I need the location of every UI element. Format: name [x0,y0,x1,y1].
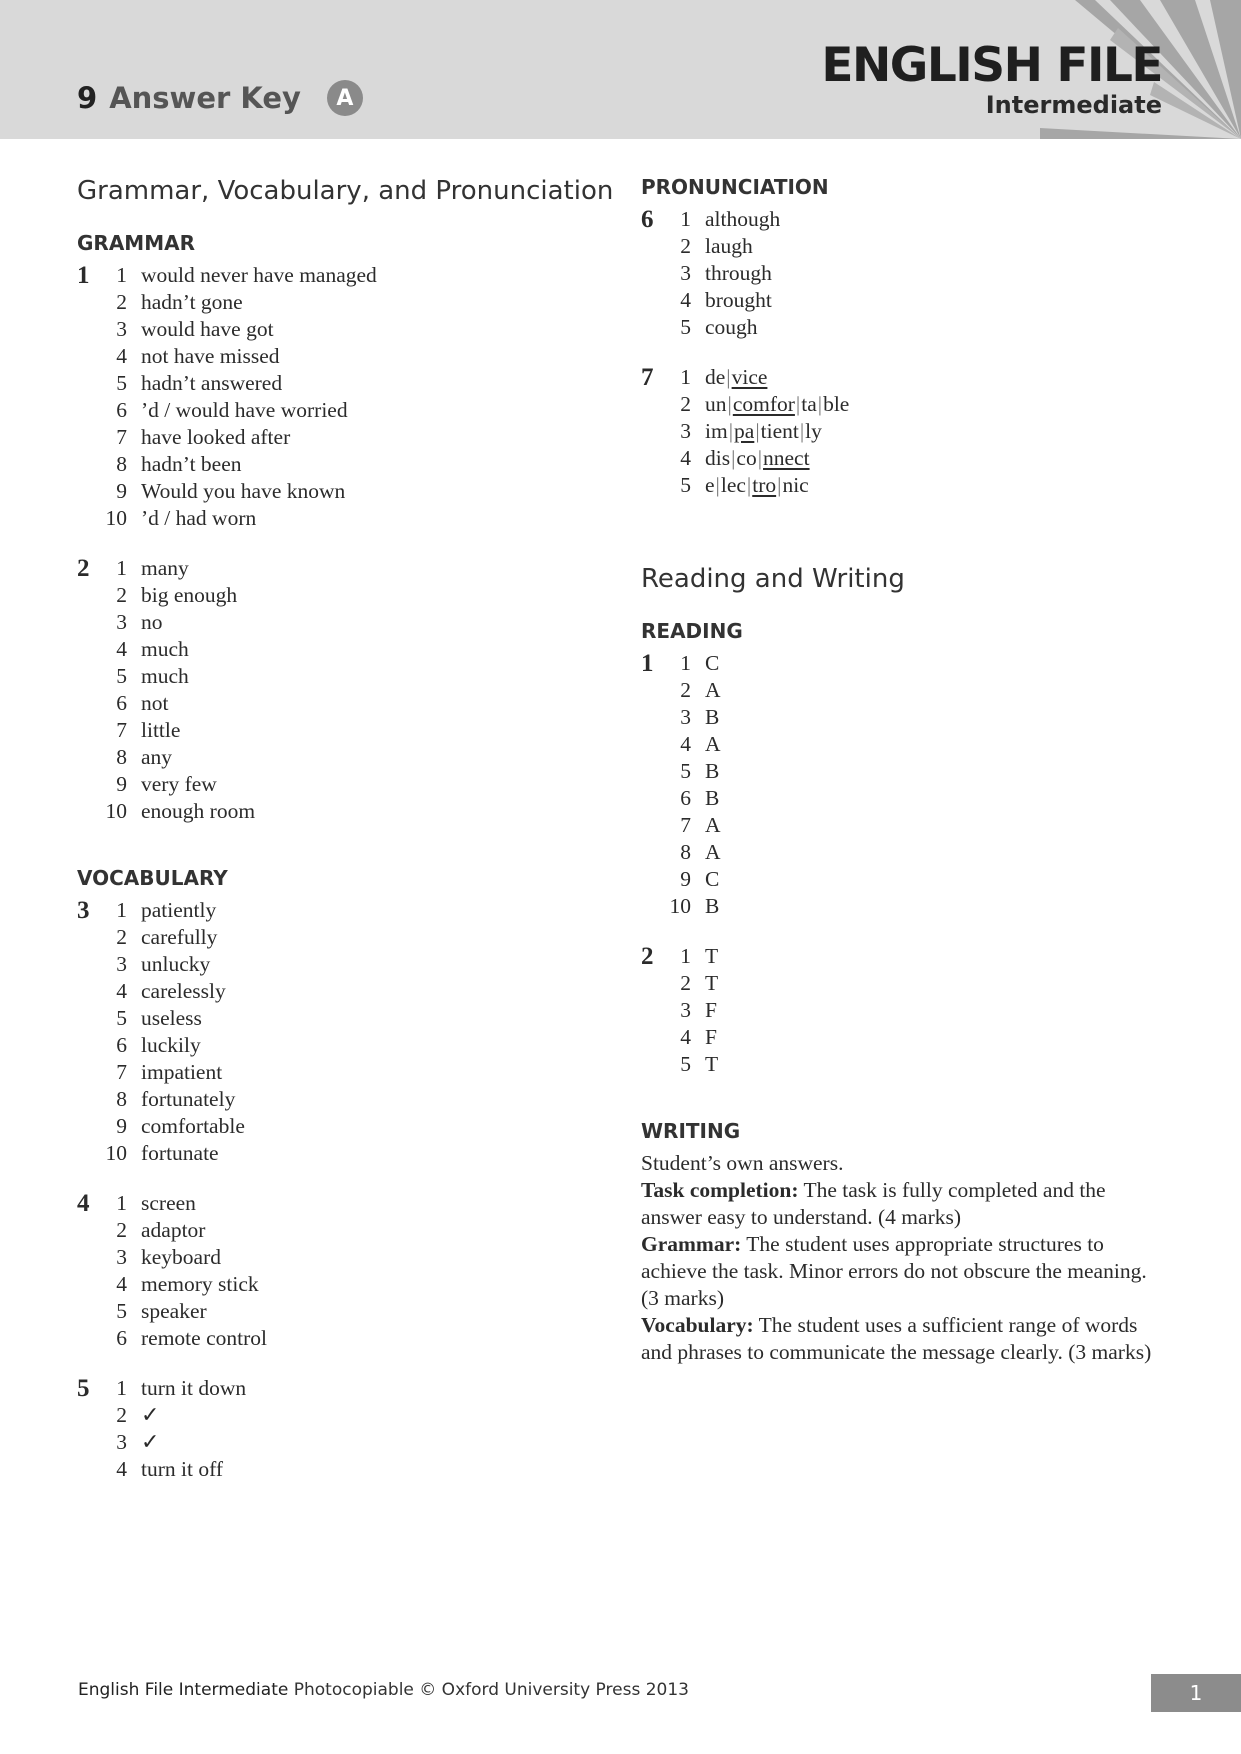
syllable: im [705,419,728,443]
answer-row [102,1429,246,1456]
item-number: 4 [680,732,691,756]
brand-name: ENGLISH FILE [821,38,1162,93]
syllable: co [736,446,757,470]
syllable-word: e|lec|tro|nic [705,473,809,497]
answer-row [102,505,377,532]
answer-row [666,970,718,997]
answer-row [102,951,245,978]
item-number: 7 [116,1060,127,1084]
answer-text: hadn’t answered [141,371,283,395]
item-number: 2 [680,234,691,258]
item-number: 1 [680,651,691,675]
answer-row [102,744,255,771]
item-number: 4 [116,1272,127,1296]
syllable: ble [823,392,850,416]
answer-row [102,978,245,1005]
exercise-number: 3 [77,897,90,924]
answer-text: big enough [141,583,238,607]
page-footer [78,1680,689,1700]
criterion-label: Vocabulary: [641,1313,754,1337]
item-number: 3 [680,705,691,729]
item-number: 10 [105,1141,127,1165]
item-number: 3 [116,610,127,634]
answer-text: any [141,745,173,769]
answer-text: fortunately [141,1087,236,1111]
answer-text: hadn’t gone [141,290,243,314]
answer-text: T [705,1052,719,1076]
answer-text: fortunate [141,1141,219,1165]
answer-row [666,472,849,499]
answer-row [666,260,780,287]
version-badge: A [327,80,363,116]
answer-row [666,677,721,704]
item-number: 2 [680,678,691,702]
exercise-number: 1 [77,262,90,289]
answer-text: memory stick [141,1272,259,1296]
item-number: 1 [680,207,691,231]
item-number: 6 [116,691,127,715]
exercise-items [102,555,255,825]
syllable: lec [720,473,746,497]
answer-text: no [141,610,163,634]
answer-row [666,364,849,391]
answer-row [102,370,377,397]
answer-row [102,397,377,424]
item-number: 6 [116,1033,127,1057]
syllable: dis [705,446,731,470]
item-number: 5 [680,1052,691,1076]
answer-text: T [705,971,719,995]
answer-row [666,1024,718,1051]
answer-text: much [141,637,189,661]
item-number: 1 [116,1191,127,1215]
left-column [77,170,617,1506]
item-number: 8 [116,745,127,769]
item-number: 2 [116,290,127,314]
item-number: 10 [105,506,127,530]
item-number: 4 [116,637,127,661]
answer-text: ’d / would have worried [141,398,348,422]
answer-row [102,771,255,798]
item-number: 10 [669,894,691,918]
answer-text: luckily [141,1033,201,1057]
item-number: 6 [116,1326,127,1350]
item-number: 3 [116,1245,127,1269]
answer-row [102,343,377,370]
answer-text: A [705,678,721,702]
syllable-word: dis|co|nnect [705,446,810,470]
answer-text: ’d / had worn [141,506,257,530]
stressed-syllable: nnect [763,446,810,470]
answer-text: carefully [141,925,218,949]
writing-heading: WRITING [641,1119,741,1143]
item-number: 5 [116,664,127,688]
syllable: ta [801,392,817,416]
answer-text: would never have managed [141,263,377,287]
answer-row [102,451,377,478]
item-number: 2 [680,971,691,995]
item-number: 7 [116,425,127,449]
writing-intro: Student’s own answers. [641,1151,844,1175]
exercise-5 [77,1375,617,1483]
item-number: 4 [680,1025,691,1049]
answer-text: Would you have known [141,479,346,503]
answer-row [102,555,255,582]
answer-text: C [705,867,720,891]
exercise-6 [641,206,1161,341]
stressed-syllable: vice [731,365,768,389]
reading-heading: READING [641,619,743,643]
answer-text: useless [141,1006,202,1030]
answer-text: B [705,759,720,783]
item-number: 1 [116,898,127,922]
answer-text: cough [705,315,758,339]
item-number: 1 [116,1376,127,1400]
syllable-word: im|pa|tient|ly [705,419,822,443]
checkmark-icon: ✓ [141,1403,160,1428]
answer-text: speaker [141,1299,207,1323]
answer-text: screen [141,1191,196,1215]
item-number: 4 [116,344,127,368]
answer-row [666,1051,718,1078]
answer-text: carelessly [141,979,226,1003]
answer-row [666,206,780,233]
page-number: 1 [1151,1674,1241,1712]
answer-row [102,1402,246,1429]
answer-text: adaptor [141,1218,206,1242]
answer-row [102,582,255,609]
exercise-items [102,897,245,1167]
answer-text: have looked after [141,425,291,449]
item-number: 9 [680,867,691,891]
item-number: 5 [680,315,691,339]
exercise-7 [641,364,1161,499]
footer-copyright: Photocopiable © Oxford University Press 2013 [288,1680,689,1700]
item-number: 5 [116,1299,127,1323]
answer-text: B [705,894,720,918]
answer-row [102,262,377,289]
answer-text: A [705,840,721,864]
item-number: 4 [680,446,691,470]
answer-row [666,812,721,839]
exercise-items [102,1375,246,1483]
answer-text: hadn’t been [141,452,242,476]
item-number: 1 [116,263,127,287]
answer-row [102,1032,245,1059]
answer-text: unlucky [141,952,211,976]
exercise-number: 7 [641,364,654,391]
exercise-items [666,650,721,920]
syllable-word: un|comfor|ta|ble [705,392,850,416]
exercise-number: 5 [77,1375,90,1402]
answer-text: B [705,705,720,729]
item-number: 6 [116,398,127,422]
answer-text: through [705,261,772,285]
criterion-grammar [641,1231,1161,1312]
item-number: 3 [116,317,127,341]
item-number: 5 [116,1006,127,1030]
answer-row [102,1375,246,1402]
stressed-syllable: comfor [732,392,795,416]
answer-text: keyboard [141,1245,221,1269]
answer-row [102,663,255,690]
item-number: 8 [116,1087,127,1111]
item-number: 4 [680,288,691,312]
answer-text: A [705,813,721,837]
item-number: 9 [116,479,127,503]
syllable-word: de|vice [705,365,768,389]
answer-row [666,650,721,677]
item-number: 6 [680,786,691,810]
answer-text: turn it down [141,1376,247,1400]
answer-row [102,316,377,343]
item-number: 4 [116,979,127,1003]
answer-row [102,289,377,316]
brand-logo [821,40,1162,118]
answer-row [666,391,849,418]
syllable: e [705,473,715,497]
answer-row [102,690,255,717]
answer-row [102,897,245,924]
item-number: 2 [116,925,127,949]
writing-criteria [641,1150,1161,1366]
item-number: 2 [116,1403,127,1427]
stressed-syllable: pa [734,419,755,443]
item-number: 4 [116,1457,127,1481]
section-title-reading-writing: Reading and Writing [641,564,905,594]
answer-row [102,924,245,951]
answer-row [666,866,721,893]
item-number: 3 [680,261,691,285]
answer-text: turn it off [141,1457,224,1481]
unit-number: 9 [77,81,98,115]
answer-text: brought [705,288,772,312]
exercise-number: 2 [77,555,90,582]
criterion-text: The student uses a sufficient range of words and phrases to communicate the message clearly. (3 marks) [641,1313,1152,1364]
answer-text: T [705,944,719,968]
syllable: ly [805,419,822,443]
reading-exercise-1 [641,650,1161,920]
item-number: 10 [105,799,127,823]
answer-row [102,1325,267,1352]
answer-row [102,478,377,505]
stressed-syllable: tro [752,473,777,497]
item-number: 2 [680,392,691,416]
checkmark-icon: ✓ [141,1430,160,1455]
answer-row [666,418,849,445]
answer-row [102,1298,267,1325]
exercise-items [666,364,849,499]
answer-text: many [141,556,189,580]
item-number: 3 [116,952,127,976]
criterion-label: Task completion: [641,1178,799,1202]
item-number: 1 [680,365,691,389]
exercise-1 [77,262,617,532]
answer-text: remote control [141,1326,267,1350]
grammar-heading: GRAMMAR [77,231,195,255]
answer-row [666,233,780,260]
answer-text: comfortable [141,1114,245,1138]
page-title [77,80,363,116]
answer-text: much [141,664,189,688]
item-number: 7 [116,718,127,742]
answer-row [102,1244,267,1271]
item-number: 5 [680,759,691,783]
answer-text: very few [141,772,217,796]
item-number: 2 [116,583,127,607]
answer-text: not have missed [141,344,280,368]
page-header [0,0,1241,139]
item-number: 2 [116,1218,127,1242]
item-number: 8 [116,452,127,476]
answer-row [666,731,721,758]
criterion-text: The student uses appropriate structures to achieve the task. Minor errors do not obscure the meaning. (3 marks) [641,1232,1147,1310]
section-title-gvp: Grammar, Vocabulary, and Pronunciation [77,176,614,206]
answer-row [102,1059,245,1086]
answer-text: F [705,998,717,1022]
reading-exercise-2 [641,943,1161,1078]
answer-row [666,445,849,472]
answer-row [666,943,718,970]
exercise-number: 6 [641,206,654,233]
item-number: 1 [116,556,127,580]
exercise-number: 2 [641,943,654,970]
answer-text: little [141,718,181,742]
answer-row [666,997,718,1024]
criterion-vocabulary [641,1312,1161,1366]
answer-row [102,1271,267,1298]
exercise-items [102,1190,267,1352]
answer-row [102,1456,246,1483]
exercise-items [666,206,780,341]
footer-title: English File Intermediate [78,1680,289,1700]
answer-row [102,798,255,825]
item-number: 5 [116,371,127,395]
exercise-number: 4 [77,1190,90,1217]
criterion-label: Grammar: [641,1232,742,1256]
item-number: 5 [680,473,691,497]
criterion-text: The task is fully completed and the answer easy to understand. (4 marks) [641,1178,1106,1229]
answer-row [102,424,377,451]
answer-row [666,287,780,314]
answer-key-label: Answer Key [109,81,301,115]
answer-text: would have got [141,317,274,341]
answer-text: F [705,1025,717,1049]
answer-row [666,314,780,341]
answer-text: enough room [141,799,256,823]
item-number: 9 [116,772,127,796]
syllable: de [705,365,726,389]
answer-row [102,1190,267,1217]
exercise-number: 1 [641,650,654,677]
item-number: 3 [116,1430,127,1454]
exercise-3 [77,897,617,1167]
answer-text: laugh [705,234,753,258]
syllable: un [705,392,727,416]
item-number: 7 [680,813,691,837]
vocabulary-heading: VOCABULARY [77,866,228,890]
item-number: 8 [680,840,691,864]
answer-text: although [705,207,781,231]
answer-row [102,1113,245,1140]
answer-row [102,1140,245,1167]
brand-level: Intermediate [985,91,1162,119]
answer-row [666,839,721,866]
answer-text: patiently [141,898,217,922]
answer-row [102,1086,245,1113]
answer-row [102,609,255,636]
syllable: nic [782,473,809,497]
exercise-items [102,262,377,532]
exercise-2 [77,555,617,825]
item-number: 1 [680,944,691,968]
syllable: tient [760,419,799,443]
right-column [641,170,1161,1366]
answer-row [666,758,721,785]
answer-row [666,704,721,731]
answer-row [666,893,721,920]
pronunciation-heading: PRONUNCIATION [641,175,829,199]
item-number: 3 [680,998,691,1022]
answer-row [102,1005,245,1032]
answer-text: A [705,732,721,756]
criterion-task-completion [641,1177,1161,1231]
answer-text: impatient [141,1060,223,1084]
answer-text: C [705,651,720,675]
answer-row [102,636,255,663]
item-number: 3 [680,419,691,443]
answer-text: not [141,691,169,715]
answer-row [666,785,721,812]
answer-row [102,1217,267,1244]
answer-text: B [705,786,720,810]
exercise-items [666,943,718,1078]
item-number: 9 [116,1114,127,1138]
answer-row [102,717,255,744]
exercise-4 [77,1190,617,1352]
